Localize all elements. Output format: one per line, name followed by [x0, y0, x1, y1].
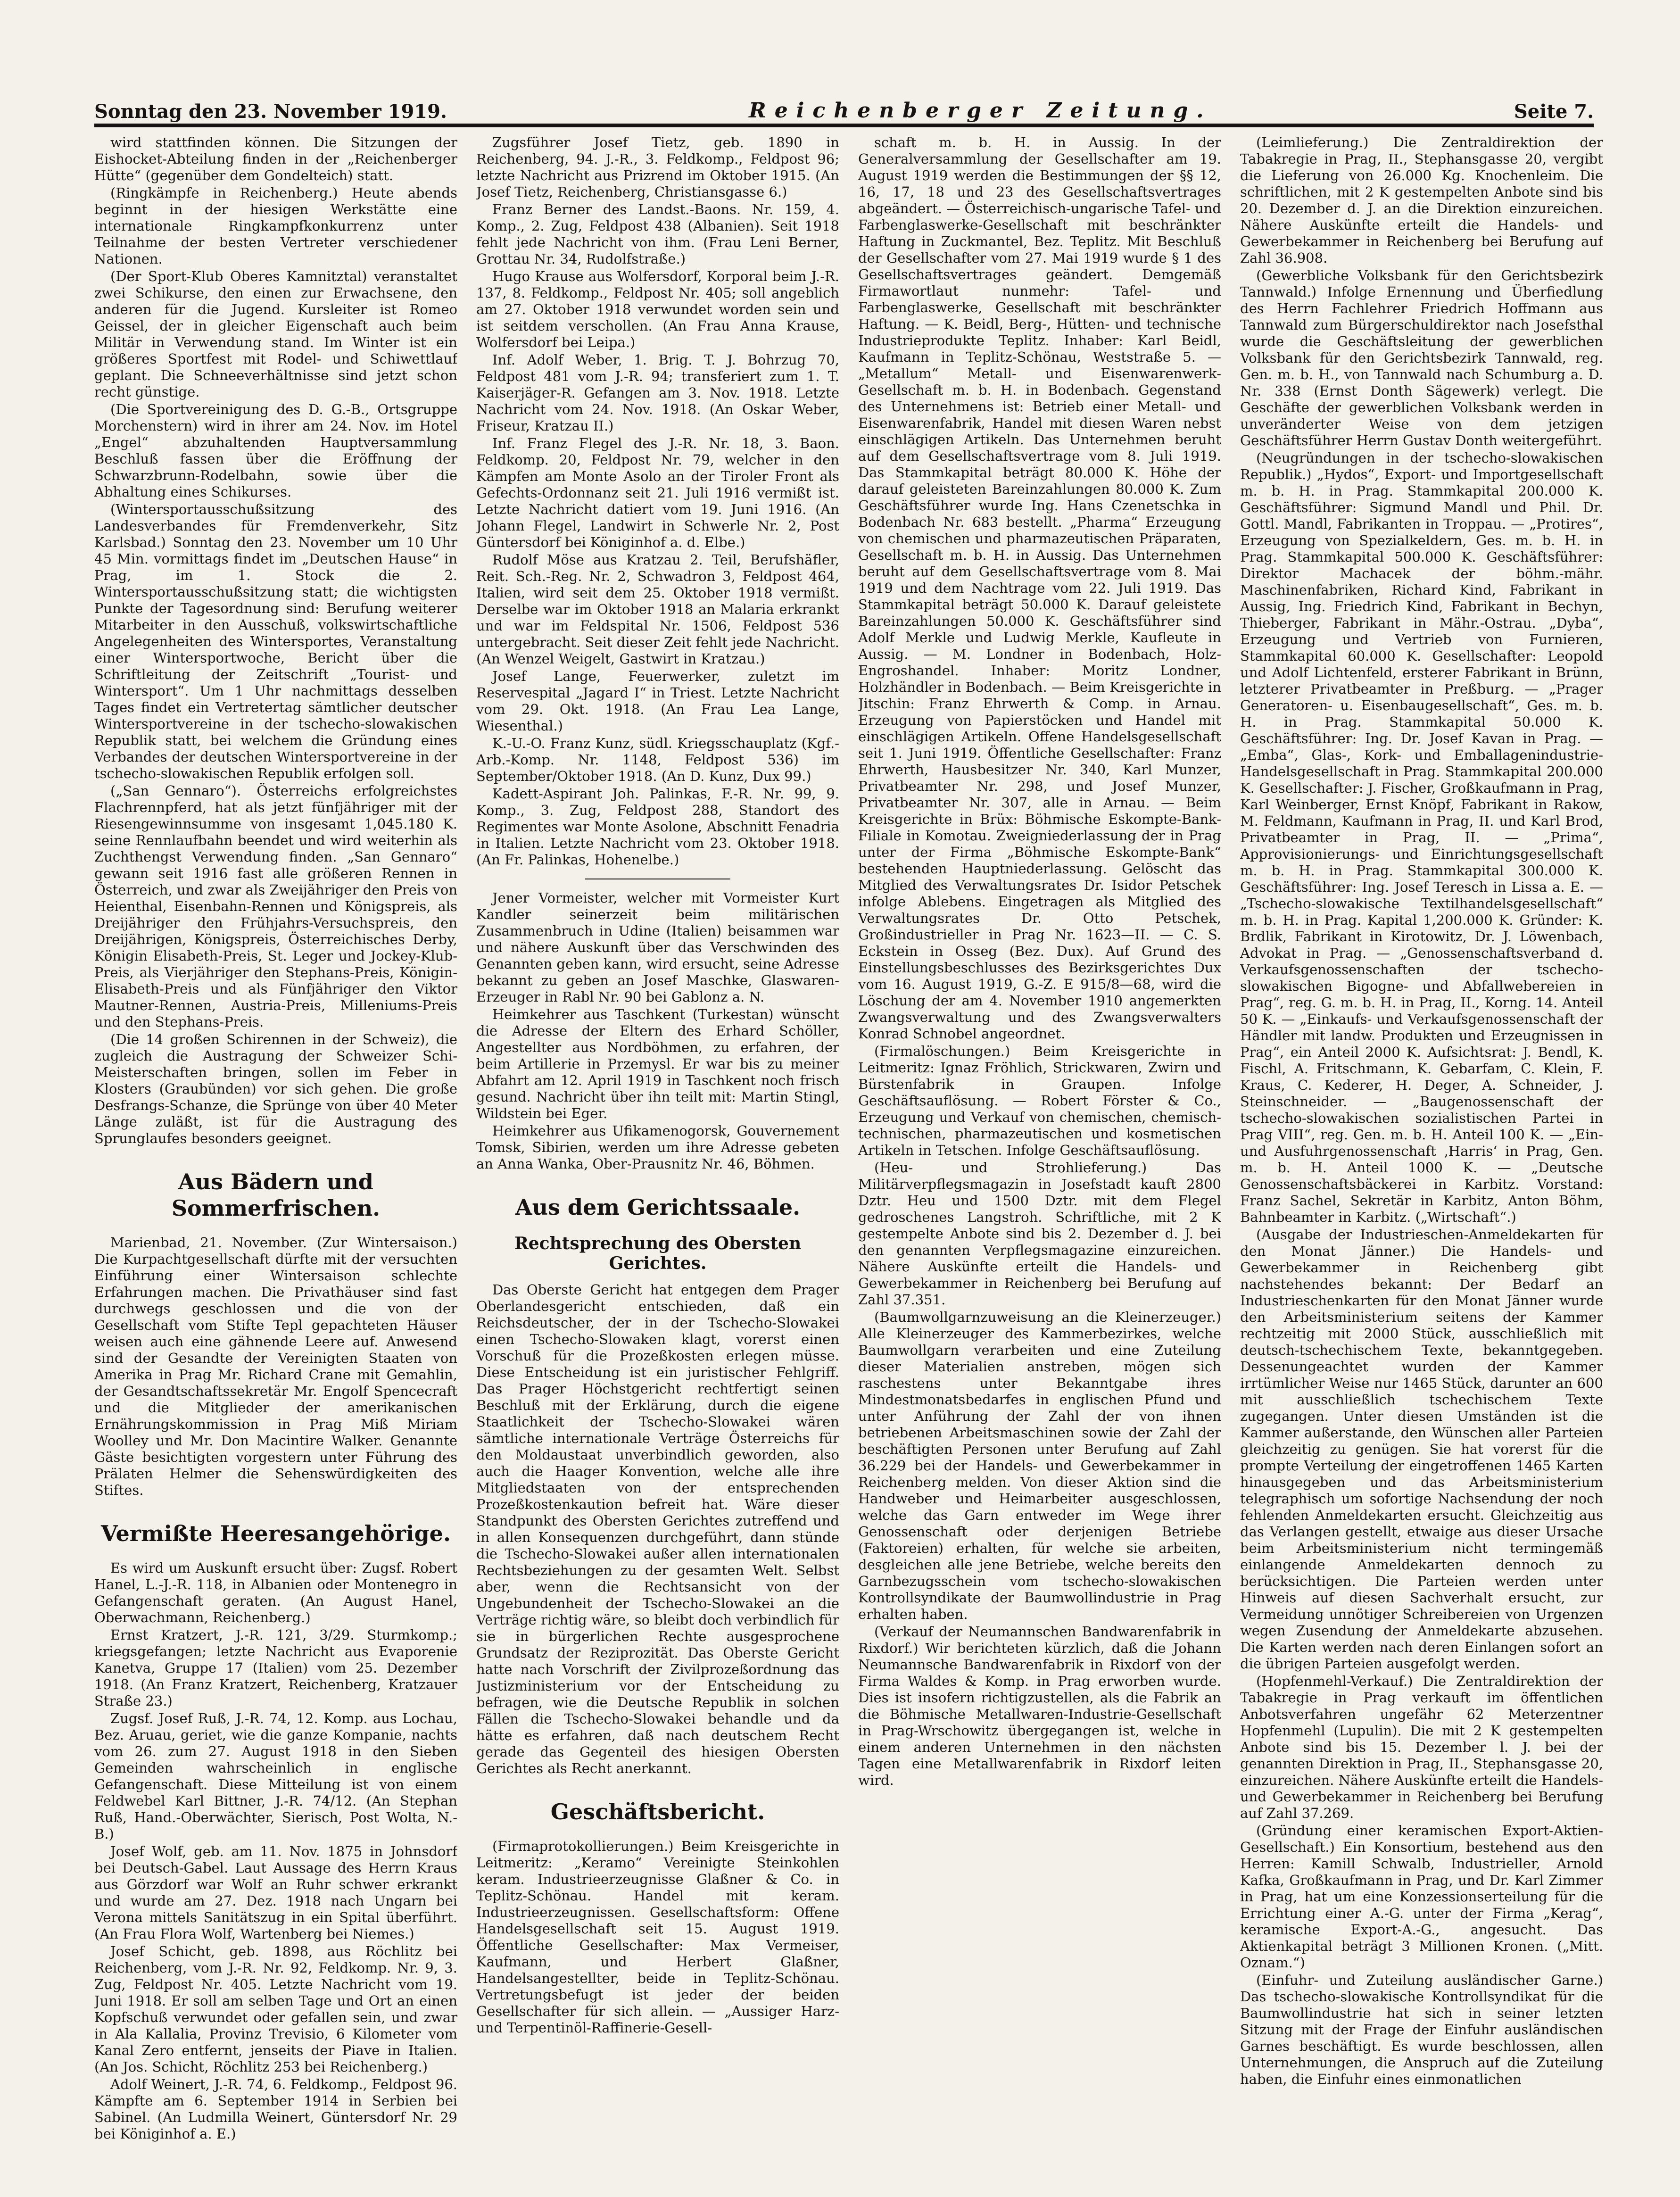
article-paragraph: (Heu- und Strohlieferung.) Das Militärverpflegsmagazin in Josefstadt kauft 2800 Dztr. Heu und 1500 Dztr. mit dem Flegel gedroschenes Langstroh. Schriftliche, mit 2 K gestempelte Anbote sind bis 2. Dezember d. J. bei den genannten Verpflegsmagazine einzureichen. Nähere Auskünfte erteilt die Handels- und Gewerbekammer in Reichenberg bei Berufung auf Zahl 37.351. [858, 1160, 1221, 1308]
article-paragraph: (Ringkämpfe in Reichenberg.) Heute abends beginnt in der hiesigen Werkstätte eine internationale Ringkampfkonkurrenz unter Teilnahme der besten Vertreter verschiedener Nationen. [94, 185, 457, 267]
section-heading: Aus Bädern und Sommerfrischen. [171, 1169, 381, 1221]
article-paragraph: (Der Sport-Klub Oberes Kamnitztal) veranstaltet zwei Schikurse, den einen zur Erwachsene, den anderen für die Jugend. Kursleiter ist Romeo Geissel, der in gleicher Eigenschaft auch beim Militär in Verwendung stand. Im Winter ist ein größeres Sportfest mit Rodel- und Schiwettlauf geplant. Die Schneeverhältnisse sind jetzt schon recht günstige. [94, 268, 457, 400]
article-paragraph: (Baumwollgarnzuweisung an die Kleinerzeuger.) Alle Kleinerzeuger des Kammerbezirkes, welche Baumwollgarn verarbeiten und eine Zuteilung dieser Materialien anstreben, mögen sich raschestens unter Bekanntgabe ihres Mindestmonatsbedarfes in englischen Pfund und unter Anführung der Zahl der von ihnen betriebenen Arbeitsmaschinen sowie der Zahl der beschäftigten Personen unter Berufung auf Zahl 36.229 bei der Handels- und Gewerbekammer in Reichenberg melden. Von dieser Aktion sind die Handweber und Heimarbeiter ausgeschlossen, welche das Garn entweder im Wege ihrer Genossenschaft oder derjenigen Betriebe (Faktoreien) erhalten, für welche sie arbeiten, desgleichen alle jene Betriebe, welche bereits den Garnbezugsschein vom tschecho-slowakischen Kontrollsyndikate der Baumwollindustrie in Prag erhalten haben. [858, 1309, 1221, 1622]
article-paragraph: (Verkauf der Neumannschen Bandwarenfabrik in Rixdorf.) Wir berichteten kürzlich, daß die Johann Neumannsche Bandwarenfabrik in Rixdorf von der Firma Waldes & Komp. in Prag erworben wurde. Dies ist insofern richtigzustellen, als die Fabrik an die Böhmische Metallwaren-Industrie-Gesellschaft in Prag-Wrschowitz übergegangen ist, welche in einem anderen Unternehmen in den nächsten Tagen eine Metallwarenfabrik in Rixdorf leiten wird. [858, 1624, 1221, 1788]
article-paragraph: Josef Lange, Feuerwerker, zuletzt im Reservespital „Jagard I“ in Triest. Letzte Nachricht vom 29. Okt. 1918. (An Frau Lea Lange, Wiesenthal.) [476, 668, 839, 734]
article-paragraph: (Firmaprotokollierungen.) Beim Kreisgerichte in Leitmeritz: „Keramo“ Vereinigte Steinkohlen keram. Industrieerzeugnisse Glaßner & Co. in Teplitz-Schönau. Handel mit keram. Industrieerzeugnissen. Gesellschaftsform: Offene Handelsgesellschaft seit 15. August 1919. Öffentliche Gesellschafter: Max Vermeiser, Kaufmann, und Herbert Glaßner, Handelsangestellter, beide in Teplitz-Schönau. Vertretungsbefugt ist jeder der beiden Gesellschafter für sich allein. — „Aussiger Harz- und Terpentinöl-Raffinerie-Gesell- [476, 1838, 839, 2036]
article-paragraph: (Die Sportvereinigung des D. G.-B., Ortsgruppe Morchenstern) wird in ihrer am 24. Nov. im Hotel „Engel“ abzuhaltenden Hauptversammlung Beschluß fassen über die Eröffnung der Schwarzbrunn-Rodelbahn, sowie über die Abhaltung eines Schikurses. [94, 401, 457, 500]
article-paragraph: (Wintersportausschußsitzung des Landesverbandes für Fremdenverkehr, Sitz Karlsbad.) Sonntag den 23. November um 10 Uhr 45 Min. vormittags findet im „Deutschen Hause“ in Prag, im 1. Stock die 2. Wintersportausschußsitzung statt; die wichtigsten Punkte der Tagesordnung sind: Berufung weiterer Mitarbeiter in den Ausschuß, volkswirtschaftliche Angelegenheiten des Wintersportes, Veranstaltung einer Wintersportwoche, Bericht über die Schriftleitung der Zeitschrift „Tourist- und Wintersport“. Um 1 Uhr nachmittags desselben Tages findet ein Vertretertag sämtlicher deutscher Wintersportvereine in der tschecho-slowakischen Republik statt, bei welchem die Gründung eines Verbandes der deutschen Wintersportvereine in der tschecho-slowakischen Republik erfolgen soll. [94, 501, 457, 781]
article-paragraph: (Die 14 großen Schirennen in der Schweiz), die zugleich die Austragung der Schweizer Schi-Meisterschaften bringen, sollen im Feber in Klosters (Graubünden) vor sich gehen. Die große Desfrangs-Schanze, die Sprünge von über 40 Meter Länge zuläßt, ist für die Austragung des Sprunglaufes besonders geeignet. [94, 1031, 457, 1146]
article-paragraph: (Neugründungen in der tschecho-slowakischen Republik.) „Hydos“, Export- und Importgesellschaft m. b. H. in Prag. Stammkapital 200.000 K. Geschäftsführer: Sigmund Mandl und Phil. Dr. Gottl. Mandl, Fabrikanten in Troppau. — „Protires“, Erzeugung von Spezialkeldern, Ges. m. b. H. in Prag. Stammkapital 500.000 K. Geschäftsführer: Direktor Machacek der böhm.-mähr. Maschinenfabriken, Richard Kind, Fabrikant in Aussig, Ing. Friedrich Kind, Fabrikant in Bechyn, Thieberger, Fabrikant in Mähr.-Ostrau. „Dyba“, Erzeugung und Vertrieb von Furnieren, Stammkapital 60.000 K. Gesellschafter: Leopold und Adolf Lichtenfeld, ersterer Fabrikant in Brünn, letzterer Privatbeamter in Preßburg. — „Prager Generatoren- u. Eisenbaugesellschaft“, Ges. m. b. H. in Prag. Stammkapital 50.000 K. Geschäftsführer: Ing. Dr. Josef Kavan in Prag. — „Emba“, Glas-, Kork- und Emballagenindustrie-Handelsgesellschaft in Prag. Stammkapital 200.000 K. Gesellschafter: J. Fischer, Großkaufmann in Prag, Karl Weinberger, Ernst Knöpf, Fabrikant in Rakow, M. Feldmann, Kaufmann in Prag, II. und Karl Brod, Privatbeamter in Prag, II. — „Prima“, Approvisionierungs- und Einrichtungsgesellschaft m. b. H. in Prag. Stammkapital 300.000 K. Geschäftsführer: Ing. Josef Teresch in Lissa a. E. — „Tschecho-slowakische Textilhandelsgesellschaft“ m. b. H. in Prag. Kapital 1,200.000 K. Gründer: K. Brdlik, Fabrikant in Kirotowitz, Dr. J. Löwenbach, Advokat in Prag. — „Genossenschaftsverband d. Verkaufsgenossenschaften der tschecho-slowakischen Bigogne- und Abfallwebereien in Prag“, reg. G. m. b. H. in Prag, II., Korng. 14. Anteil 50 K. — „Einkaufs- und Verkaufsgenossenschaft der Händler mit landw. Produkten und Erzeugnissen in Prag“, ein Anteil 2000 K. Aufsichtsrat: J. Bendl, K. Fischl, A. Fritschmann, K. Gebarfam, C. Klein, F. Kraus, C. Kederer, H. Deger, A. Schneider, J. Steinschneider. — „Baugenossenschaft der tschecho-slowakischen sozialistischen Partei in Prag VIII“, reg. Gen. m. b. H. Anteil 100 K. — „Ein- und Ausfuhrgenossenschaft ,Harris‘ in Prag, Gen. m. b. H. Anteil 1000 K. — „Deutsche Genossenschaftsbäckerei in Karbitz. Vorstand: Franz Sachel, Sekretär in Karbitz, Anton Böhm, Bahnbeamter in Karbitz. („Wirtschaft“.) [1240, 450, 1603, 1225]
article-paragraph: (Einfuhr- und Zuteilung ausländischer Garne.) Das tschecho-slowakische Kontrollsyndikat für die Baumwollindustrie hat sich in seiner letzten Sitzung mit der Frage der Einfuhr ausländischen Garnes beschäftigt. Es wurde beschlossen, allen Unternehmungen, die Anspruch auf die Zuteilung haben, die Einfuhr eines einmonatlichen [1240, 1972, 1603, 2087]
article-paragraph: (Firmalöschungen.) Beim Kreisgerichte in Leitmeritz: Ignaz Fröhlich, Strickwaren, Zwirn und Bürstenfabrik in Graupen. Infolge Geschäftsauflösung. — Robert Förster & Co., Erzeugung und Verkauf von chemischen, chemisch-technischen, pharmazeutischen und kosmetischen Artikeln in Tetschen. Infolge Geschäftsauflösung. [858, 1043, 1221, 1158]
column-4 [1240, 134, 1603, 2176]
article-paragraph: Heimkehrer aus Taschkent (Turkestan) wünscht die Adresse der Eltern des Erhard Schöller, Angestellter aus Nordböhmen, zu erfahren, der beim Artillerie in Przemysl. Er war bis zu meiner Abfahrt am 12. April 1919 in Taschkent noch frisch gesund. Nachricht über ihn teilt mit: Martin Stingl, Wildstein bei Eger. [476, 1006, 839, 1121]
article-paragraph: (Gründung einer keramischen Export-Aktien-Gesellschaft.) Ein Konsortium, bestehend aus den Herren: Kamill Schwalb, Industrieller, Arnold Kafka, Großkaufmann in Prag, und Dr. Karl Zimmer in Prag, hat um eine Konzessionserteilung für die Errichtung einer A.-G. unter der Firma „Kerag“, keramische Export-A.-G., angesucht. Das Aktienkapital beträgt 3 Millionen Kronen. („Mitt. Oznam.“) [1240, 1823, 1603, 1971]
article-paragraph: K.-U.-O. Franz Kunz, südl. Kriegsschauplatz (Kgf.-Arb.-Komp. Nr. 1148, Feldpost 536) im September/Oktober 1918. (An D. Kunz, Dux 99.) [476, 735, 839, 784]
article-paragraph: Ernst Kratzert, J.-R. 121, 3/29. Sturmkomp.; kriegsgefangen; letzte Nachricht aus Evaporenie Kanetva, Gruppe 17 (Italien) vom 25. Dezember 1918. (An Franz Kratzert, Reichenberg, Kratzauer Straße 23.) [94, 1627, 457, 1709]
article-paragraph: Rudolf Möse aus Kratzau 2. Teil, Berufshäfler, Reit. Sch.-Reg. Nr. 2, Schwadron 3, Feldpost 464, Italien, wird seit dem 25. Oktober 1918 vermißt. Derselbe war im Oktober 1918 an Malaria erkrankt und war im Feldspital Nr. 1506, Feldpost 536 untergebracht. Seit dieser Zeit fehlt jede Nachricht. (An Wenzel Weigelt, Gastwirt in Kratzau.) [476, 552, 839, 667]
page-number: Seite 7. [1514, 100, 1594, 123]
section-heading: Vermißte Heeresangehörige. [101, 1521, 451, 1546]
text-columns [94, 134, 1603, 2176]
article-paragraph: Zugsführer Josef Tietz, geb. 1890 in Reichenberg, 94. J.-R., 3. Feldkomp., Feldpost 96; letzte Nachricht aus Prizrend im Oktober 1915. (An Josef Tietz, Reichenberg, Christiansgasse 6.) [476, 134, 839, 200]
article-paragraph: (Ausgabe der Industrieschen-Anmeldekarten für den Monat Jänner.) Die Handels- und Gewerbekammer in Reichenberg gibt nachstehendes bekannt: Der Bedarf an Industrieschenkarten für den Monat Jänner wurde den Arbeitsministerium seitens der Kammer rechtzeitig mit 2000 Stück, ausschließlich mit deutsch-tschechischem Texte, bekanntgegeben. Dessenungeachtet wurden der Kammer irrtümlicher Weise nur 1465 Stück, darunter an 600 mit ausschließlich tschechischem Texte zugegangen. Unter diesen Umständen ist die Kammer außerstande, den Wünschen aller Parteien gleichzeitig zu genügen. Sie hat vorerst für die prompte Verteilung der eingetroffenen 1465 Karten hinausgegeben und das Arbeitsministerium telegraphisch um sofortige Nachsendung der noch fehlenden Anmeldekarten ersucht. Gleichzeitig aus das Verlangen gestellt, etwaige aus dieser Ursache beim Arbeitsministerium nicht termingemäß einlangende Anmeldekarten dennoch zu berücksichtigen. Die Parteien werden unter Hinweis auf diesen Sachverhalt ersucht, zur Vermeidung unnötiger Schreibereien von Urgenzen wegen Zusendung der Anmeldekarte abzusehen. Die Karten werden nach deren Einlangen sofort an die übrigen Parteien ausgefolgt werden. [1240, 1227, 1603, 1672]
article-paragraph: (Leimlieferung.) Die Zentraldirektion der Tabakregie in Prag, II., Stephansgasse 20, vergibt die Lieferung von 26.000 Kg. Knochenleim. Die schriftlichen, mit 2 K gestempelten Anbote sind bis 20. Dezember d. J. an die Direktion einzureichen. Nähere Auskünfte erteilt die Handels- und Gewerbekammer in Reichenberg bei Berufung auf Zahl 36.908. [1240, 134, 1603, 266]
article-paragraph: Josef Wolf, geb. am 11. Nov. 1875 in Johnsdorf bei Deutsch-Gabel. Laut Aussage des Herrn Kraus aus Görzdorf war Wolf an Ruhr schwer erkrankt und wurde am 27. Dez. 1918 nach Ungarn bei Verona mittels Sanitätszug in ein Spital überführt. (An Frau Flora Wolf, Wartenberg bei Niemes.) [94, 1843, 457, 1942]
article-paragraph: Hugo Krause aus Wolfersdorf, Korporal beim J.-R. 137, 8. Feldkomp., Feldpost Nr. 405; soll angeblich am 27. Oktober 1918 verwundet worden sein und ist seitdem verschollen. (An Frau Anna Krause, Wolfersdorf bei Leipa.) [476, 268, 839, 350]
header-date: Sonntag den 23. November 1919. [94, 100, 447, 123]
article-paragraph: („San Gennaro“). Österreichs erfolgreichstes Flachrennpferd, hat als jetzt fünfjähriger mit der Riesengewinnsumme von insgesamt 1,045.180 K. seine Rennlaufbahn beendet und wird weiterhin als Zuchthengst Verwendung finden. „San Gennaro“ gewann seit 1916 fast alle größeren Rennen in Österreich, und zwar als Zweijähriger den Preis von Heienthal, Eisenbahn-Rennen und Königspreis, als Dreijähriger den Frühjahrs-Versuchspreis, den Dreijährigen, Königspreis, Österreichisches Derby, Königin Elisabeth-Preis, St. Leger und Jockey-Klub-Preis, als Vierjähriger den Stephans-Preis, Königin-Elisabeth-Preis und als Fünfjähriger den Viktor Mautner-Rennen, Austria-Preis, Milleniums-Preis und den Stephans-Preis. [94, 783, 457, 1030]
article-paragraph: Adolf Weinert, J.-R. 74, 6. Feldkomp., Feldpost 96. Kämpfte am 6. September 1914 in Serbien bei Sabinel. (An Ludmilla Weinert, Güntersdorf Nr. 29 bei Königinhof a. E.) [94, 2076, 457, 2142]
article-paragraph: Franz Berner des Landst.-Baons. Nr. 159, 4. Komp., 2. Zug, Feldpost 438 (Albanien). Seit 1918 fehlt jede Nachricht von ihm. (Frau Leni Berner, Grottau Nr. 34, Rudolfstraße.) [476, 201, 839, 267]
section-heading: Aus dem Gerichtssaale. [515, 1194, 801, 1220]
masthead: Reichenberger Zeitung. [749, 99, 1212, 123]
article-paragraph: Das Oberste Gericht hat entgegen dem Prager Oberlandesgericht entschieden, daß ein Reichsdeutscher, der in der Tschecho-Slowakei einen Tschecho-Slowaken klagt, vorerst einen Vorschuß für die Prozeßkosten erlegen müsse. Diese Entscheidung ist ein juristischer Fehlgriff. Das Prager Höchstgericht rechtfertigt seinen Beschluß mit der Erklärung, durch die eigene Staatlichkeit der Tschecho-Slowakei wären sämtliche internationale Verträge Österreichs für den Moldaustaat unverbindlich geworden, also auch die Haager Konvention, welche alle ihre Mitgliedstaaten von der entsprechenden Prozeßkostenkaution befreit hat. Wäre dieser Standpunkt des Obersten Gerichtes zutreffend und in allen Konsequenzen durchgeführt, dann stünde die Tschecho-Slowakei außer allen internationalen Rechtsbeziehungen zu der gesamten Welt. Selbst aber, wenn die Rechtsansicht von der Ungebundenheit der Tschecho-Slowakei an die Verträge richtig wäre, so bleibt doch verbindlich für sie in bürgerlichen Rechte ausgesprochene Grundsatz der Reziprozität. Das Oberste Gericht hatte nach Vorschrift der Zivilprozeßordnung das Justizministerium vor der Entscheidung zu befragen, wie die Deutsche Republik in solchen Fällen die Tschecho-Slowakei behandle und da hätte es erfahren, daß nach deutschem Recht gerade das Gegenteil des hiesigen Obersten Gerichtes als Recht anerkannt. [476, 1282, 839, 1776]
article-paragraph: Heimkehrer aus Ufikamenogorsk, Gouvernement Tomsk, Sibirien, werden um ihre Adresse gebeten an Anna Wanka, Ober-Prausnitz Nr. 46, Böhmen. [476, 1123, 839, 1172]
article-paragraph: schaft m. b. H. in Aussig. In der Generalversammlung der Gesellschafter am 19. August 1919 werden die Bestimmungen der §§ 12, 16, 17, 18 und 23 des Gesellschaftsvertrages abgeändert. — Österreichisch-ungarische Tafel- und Farbenglaswerke-Gesellschaft mit beschränkter Haftung in Zuckmantel, Bez. Teplitz. Mit Beschluß der Gesellschafter vom 27. Mai 1919 wurde § 1 des Gesellschaftsvertrages geändert. Demgemäß Firmawortlaut nunmehr: Tafel- und Farbenglaswerke, Gesellschaft mit beschränkter Haftung. — K. Beidl, Berg-, Hütten- und technische Industrieprodukte Teplitz. Inhaber: Karl Beidl, Kaufmann in Teplitz-Schönau, Weststraße 5. — „Metallum“ Metall- und Eisenwarenwerk-Gesellschaft m. b. H. in Bodenbach. Gegenstand des Unternehmens ist: Betrieb einer Metall- und Eisenwarenfabrik, Handel mit diesen Waren nebst einschlägigen Artikeln. Das Unternehmen beruht auf dem Gesellschaftsvertrage vom 8. Juli 1919. Das Stammkapital beträgt 80.000 K. Höhe der darauf geleisteten Bareinzahlungen 80.000 K. Zum Geschäftsführer wurde Ing. Hans Czenetschka in Bodenbach Nr. 683 bestellt. „Pharma“ Erzeugung von chemischen und pharmazeutischen Präparaten, Gesellschaft m. b. H. in Aussig. Das Unternehmen beruht auf dem Gesellschaftsvertrage vom 8. Mai 1919 und dem Nachtrage vom 22. Juli 1919. Das Stammkapital beträgt 50.000 K. Darauf geleistete Bareinzahlungen 50.000 K. Geschäftsführer sind Adolf Merkle und Ludwig Merkle, Kaufleute in Aussig. — M. Londner in Bodenbach, Holz-Engroshandel. Inhaber: Moritz Londner, Holzhändler in Bodenbach. — Beim Kreisgerichte in Jitschin: Franz Ehrwerth & Comp. in Arnau. Erzeugung von Papierstöcken und Handel mit einschlägigen Artikeln. Offene Handelsgesellschaft seit 1. Juni 1919. Öffentliche Gesellschafter: Franz Ehrwerth, Hausbesitzer Nr. 340, Karl Munzer, Privatbeamter Nr. 298, und Josef Munzer, Privatbeamter Nr. 307, alle in Arnau. — Beim Kreisgerichte in Brüx: Böhmische Eskompte-Bank-Filiale in Komotau. Zweigniederlassung der in Prag unter der Firma „Böhmische Eskompte-Bank“ bestehenden Hauptniederlassung. Gelöscht das Mitglied des Verwaltungsrates Dr. Isidor Petschek infolge Ablebens. Eingetragen als Mitglied des Verwaltungsrates Dr. Otto Petschek, Großindustrieller in Prag Nr. 1623—II. — C. S. Eckstein in Osseg (Bez. Dux). Auf Grund des Einstellungsbeschlusses des Bezirksgerichtes Dux vom 16. August 1919, G.-Z. E 915/8—68, wird die Löschung der am 4. November 1910 angemerkten Zwangsverwaltung und des Zwangsverwalters Konrad Schnobel angeordnet. [858, 134, 1221, 1042]
article-paragraph: Es wird um Auskunft ersucht über: Zugsf. Robert Hanel, L.-J.-R. 118, in Albanien oder Montenegro in Gefangenschaft geraten. (An August Hanel, Oberwachmann, Reichenberg.) [94, 1560, 457, 1625]
article-paragraph: (Gewerbliche Volksbank für den Gerichtsbezirk Tannwald.) Infolge Ernennung und Überfiedlung des Herrn Fachlehrer Friedrich Hoffmann aus Tannwald zum Bürgerschuldirektor nach Josefsthal wurde die Geschäftsleitung der gewerblichen Volksbank für den Gerichtsbezirk Tannwald, reg. Gen. m. b. H., von Tannwald nach Schumburg a. D. Nr. 338 (Ernst Donth Sägewerk) verlegt. Die Geschäfte der gewerblichen Volksbank werden in unveränderter Weise von dem jetzigen Geschäftsführer Herrn Gustav Donth weitergeführt. [1240, 267, 1603, 448]
article-paragraph: Marienbad, 21. November. (Zur Wintersaison.) Die Kurpachtgesellschaft dürfte mit der versuchten Einführung einer Wintersaison schlechte Erfahrungen machen. Die Privathäuser sind fast durchwegs geschlossen und die von der Gesellschaft vom Stifte Tepl gepachteten Häuser weisen auch eine gähnende Leere auf. Anwesend sind der Gesandte der Vereinigten Staaten von Amerika in Prag Mr. Richard Crane mit Gemahlin, der Gesandtschaftssekretär Mr. Engolf Spencecraft und die Mitglieder der amerikanischen Ernährungskommission in Prag Miß Miriam Woolley und Mr. Don Macintire Walker. Genannte Gäste besichtigten vorgestern unter Führung des Prälaten Helmer die Sehenswürdigkeiten des Stiftes. [94, 1235, 457, 1498]
article-paragraph: wird stattfinden können. Die Sitzungen der Eishocket-Abteilung finden in der „Reichenberger Hütte“ (gegenüber dem Gondelteich) statt. [94, 134, 457, 183]
article-paragraph: Inf. Adolf Weber, 1. Brig. T. J. Bohrzug 70, Feldpost 481 vom J.-R. 94; transferiert zum 1. T. Kaiserjäger-R. Gefangen am 3. Nov. 1918. Letzte Nachricht vom 24. Nov. 1918. (An Oskar Weber, Friseur, Kratzau II.) [476, 352, 839, 434]
section-heading: Geschäftsbericht. [550, 1799, 765, 1824]
article-paragraph: Jener Vormeister, welcher mit Vormeister Kurt Kandler seinerzeit beim militärischen Zusammenbruch in Udine (Italien) beisammen war und nähere Auskunft über das Verschwinden des Genannten geben kann, wird ersucht, seine Adresse bekannt zu geben an Josef Maschke, Glaswaren-Erzeuger in Rabl Nr. 90 bei Gablonz a. N. [476, 890, 839, 1005]
column-2 [476, 134, 839, 2176]
header-rule [94, 124, 1594, 127]
article-paragraph: Josef Schicht, geb. 1898, aus Röchlitz bei Reichenberg, vom J.-R. Nr. 92, Feldkomp. Nr. 9, 3. Zug, Feldpost Nr. 405. Letzte Nachricht vom 19. Juni 1918. Er soll am selben Tage und Ort an einen Kopfschuß verwundet oder gefallen sein, und zwar in Ala Kallalia, Provinz Trevisio, 6 Kilometer vom Kanal Zero entfernt, jenseits der Piave in Italien. (An Jos. Schicht, Röchlitz 253 bei Reichenberg.) [94, 1943, 457, 2075]
article-paragraph: (Hopfenmehl-Verkauf.) Die Zentraldirektion der Tabakregie in Prag verkauft im öffentlichen Anbotsverfahren ungefähr 62 Meterzentner Hopfenmehl (Lupulin). Die mit 2 K gestempelten Anbote sind bis 15. Dezember l. J. bei der genannten Direktion in Prag, II., Stephansgasse 20, einzureichen. Nähere Auskünfte erteilt die Handels- und Gewerbekammer in Reichenberg bei Berufung auf Zahl 37.269. [1240, 1673, 1603, 1821]
section-subheading: Rechtsprechung des Obersten Gerichtes. [514, 1234, 802, 1273]
article-paragraph: Inf. Franz Flegel des J.-R. Nr. 18, 3. Baon. Feldkomp. 20, Feldpost Nr. 79, welcher in den Kämpfen am Monte Asolo an der Tiroler Front als Gefechts-Ordonnanz seit 21. Juli 1916 vermißt ist. Letzte Nachricht datiert vom 19. Juni 1916. (An Johann Flegel, Landwirt in Schwerle Nr. 2, Post Güntersdorf bei Königinhof a. d. Elbe.) [476, 435, 839, 550]
column-3 [858, 134, 1221, 2176]
page-header [94, 80, 1594, 123]
article-paragraph: Kadett-Aspirant Joh. Palinkas, F.-R. Nr. 99, 9. Komp., 3. Zug, Feldpost 288, Standort des Regimentes war Monte Asolone, Abschnitt Fenadria in Italien. Letzte Nachricht vom 23. Oktober 1918. (An Fr. Palinkas, Hohenelbe.) [476, 786, 839, 868]
article-paragraph: Zugsf. Josef Ruß, J.-R. 74, 12. Komp. aus Lochau, Bez. Aruau, geriet, wie die ganze Kompanie, nachts vom 26. zum 27. August 1918 in den Sieben Gemeinden wahrscheinlich in englische Gefangenschaft. Diese Mitteilung ist von einem Feldwebel Karl Bittner, J.-R. 74/12. (An Stephan Ruß, Hand.-Oberwächter, Sierisch, Post Wolta, N.-B.) [94, 1710, 457, 1842]
column-1 [94, 134, 457, 2176]
